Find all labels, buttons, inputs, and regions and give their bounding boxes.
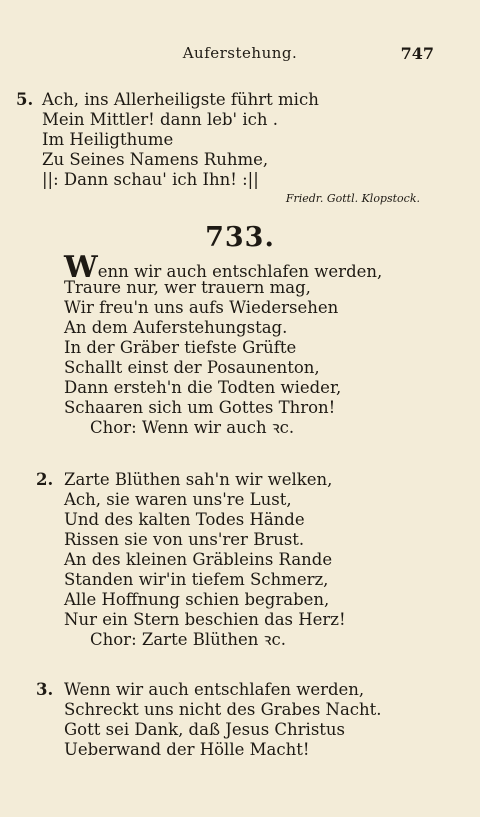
drop-initial: W (64, 250, 98, 285)
verse-line: Dann ersteh'n die Todten wieder, (64, 378, 342, 397)
verse-line: Wir freu'n uns aufs Wiedersehen (64, 298, 339, 317)
verse-line: Schreckt uns nicht des Grabes Nacht. (64, 700, 382, 719)
page-number: 747 (400, 44, 434, 63)
author-attribution: Friedr. Gottl. Klopstock. (285, 192, 420, 205)
verse-line (64, 250, 480, 285)
verse-line: Ach, ins Allerheiligste führt mich (42, 90, 319, 109)
verse-line: Schallt einst der Posaunenton, (64, 358, 320, 377)
prev-hymn-stanza (42, 90, 480, 190)
verse-line: Nur ein Stern beschien das Herz! (64, 610, 346, 629)
verse-line: Mein Mittler! dann leb' ich . (42, 110, 278, 129)
chorus-line: Chor: Wenn wir auch ꝛc. (90, 418, 295, 437)
stanza-2 (64, 470, 480, 650)
running-header: Auferstehung. (182, 44, 298, 62)
verse-line: Und des kalten Todes Hände (64, 510, 305, 529)
stanza-1 (64, 250, 480, 438)
verse-line: Im Heiligthume (42, 130, 174, 149)
stanza-3 (64, 680, 480, 760)
verse-number: 2. (36, 470, 54, 489)
verse-line: Zu Seines Namens Ruhme, (42, 150, 269, 169)
verse-number: 3. (36, 680, 54, 699)
verse-line: ||: Dann schau' ich Ihn! :|| (42, 170, 259, 189)
verse-line: Rissen sie von uns'rer Brust. (64, 530, 305, 549)
chorus-line: Chor: Zarte Blüthen ꝛc. (90, 630, 286, 649)
verse-line: An des kleinen Gräbleins Rande (64, 550, 333, 569)
hymn-number: 733. (205, 222, 275, 253)
first-line-rest: enn wir auch entschlafen werden, (97, 262, 383, 281)
verse-line: Traure nur, wer trauern mag, (64, 278, 311, 297)
verse-line: Gott sei Dank, daß Jesus Christus (64, 720, 346, 739)
verse-line: Wenn wir auch entschlafen werden, (64, 680, 365, 699)
verse-number: 5. (16, 90, 34, 109)
verse-line: Zarte Blüthen sah'n wir welken, (64, 470, 333, 489)
verse-line: Alle Hoffnung schien begraben, (64, 590, 330, 609)
verse-line: Standen wir'in tiefem Schmerz, (64, 570, 329, 589)
verse-line: In der Gräber tiefste Grüfte (64, 338, 297, 357)
verse-line: Ueberwand der Hölle Macht! (64, 740, 310, 759)
verse-line: Ach, sie waren uns're Lust, (64, 490, 292, 509)
verse-line: An dem Auferstehungstag. (64, 318, 288, 337)
verse-line: Schaaren sich um Gottes Thron! (64, 398, 336, 417)
